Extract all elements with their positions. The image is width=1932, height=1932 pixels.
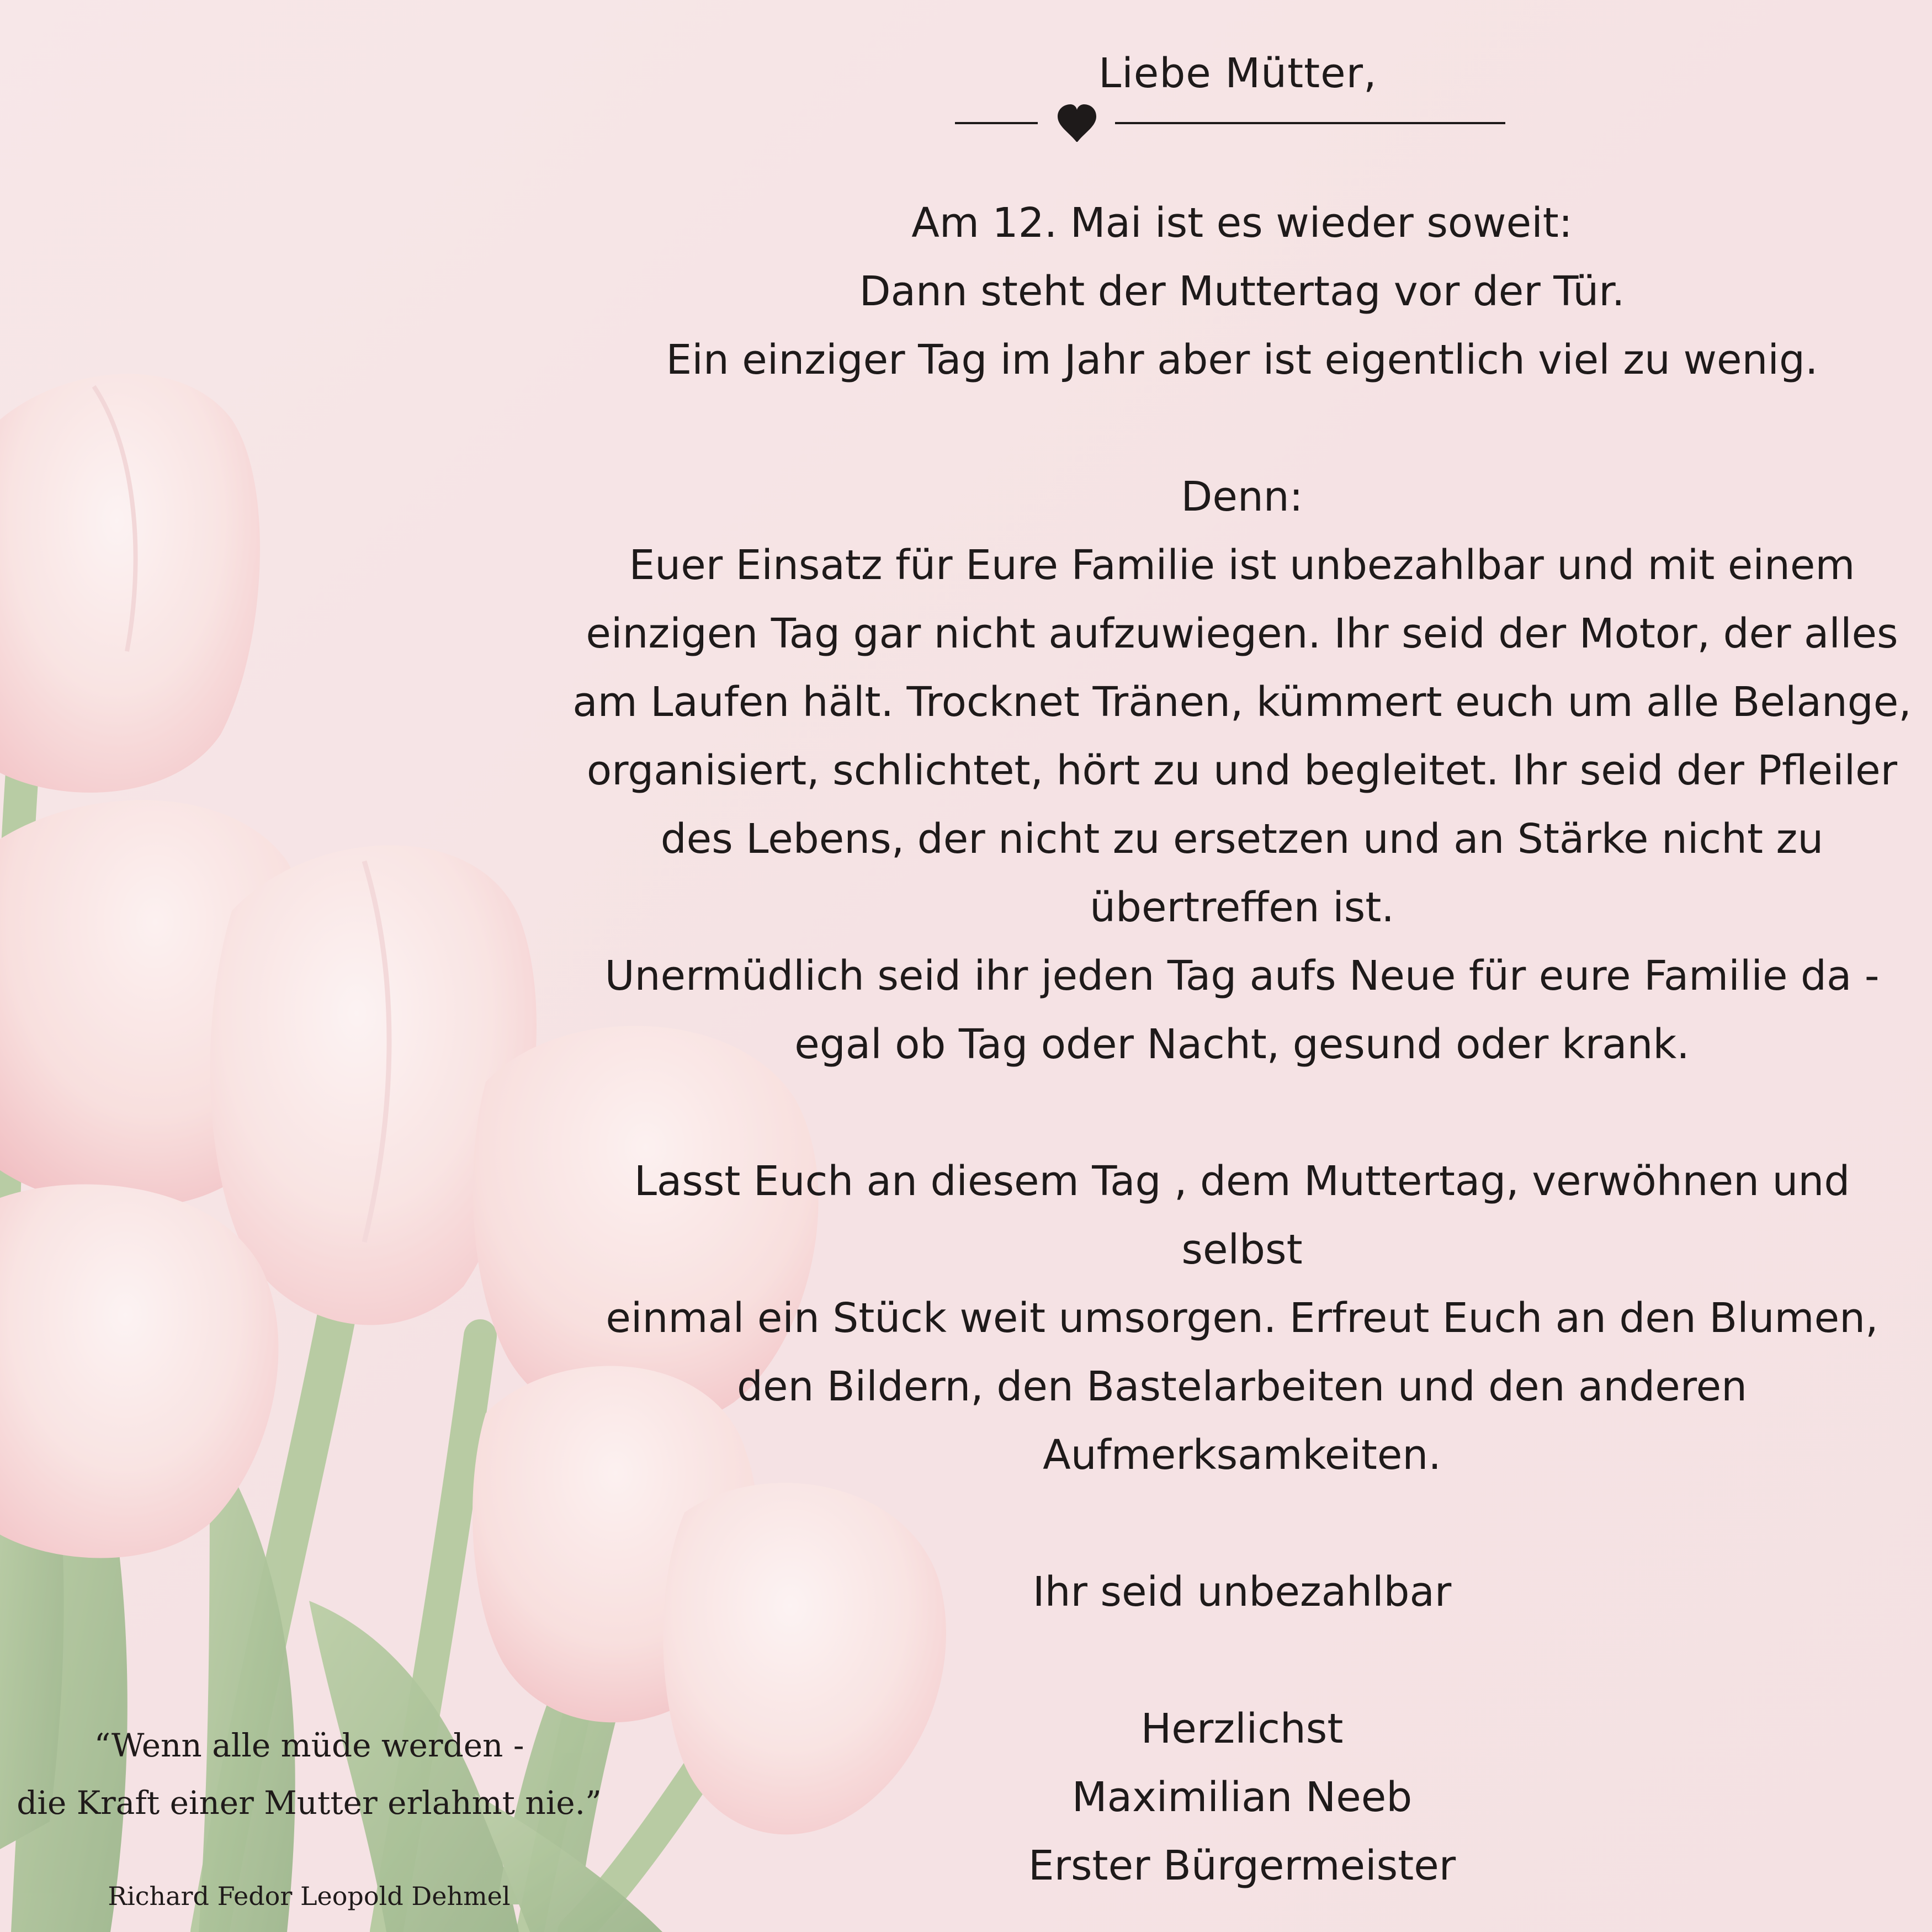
denn-label: Denn: [1181,473,1303,521]
body-line: des Lebens, der nicht zu ersetzen und an Stärke nicht zu [660,815,1824,863]
body-line: einzigen Tag gar nicht aufzuwiegen. Ihr seid der Motor, der alles [586,610,1898,657]
body-line: Unermüdlich seid ihr jeden Tag aufs Neue für eure Familie da - [604,952,1880,1000]
body-line: übertreffen ist. [1090,884,1394,931]
signature-name: Maximilian Neeb [1071,1774,1413,1821]
body-line: Euer Einsatz für Eure Familie ist unbezahlbar und mit einem [629,542,1855,589]
heart-divider [955,102,1507,146]
quote-line: “Wenn alle müde werden - [94,1727,524,1764]
heart-icon [1058,104,1096,142]
appeal-line: Lasst Euch an diesem Tag , dem Muttertag, verwöhnen und selbst [634,1158,1850,1273]
mother-quote [0,1717,618,1832]
greeting-heading: Liebe Mütter, [1098,50,1377,97]
quote-line: die Kraft einer Mutter erlahmt nie.” [17,1784,602,1822]
appeal-line: einmal ein Stück weit umsorgen. Erfreut Euch an den Blumen, [606,1294,1878,1342]
body-line: am Laufen hält. Trocknet Tränen, kümmert euch um alle Belange, [572,678,1912,726]
signature-title: Erster Bürgermeister [1028,1842,1456,1889]
appeal-line: den Bildern, den Bastelarbeiten und den anderen [736,1363,1748,1410]
intro-line: Ein einziger Tag im Jahr aber ist eigentlich viel zu wenig. [666,336,1818,384]
body-line: organisiert, schlichtet, hört zu und begleitet. Ihr seid der Pfleiler [586,747,1898,794]
signature-salutation: Herzlichst [1140,1705,1344,1753]
closing-line: Ihr seid unbezahlbar [1032,1568,1452,1616]
body-line: egal ob Tag oder Nacht, gesund oder krank. [794,1021,1690,1068]
intro-line: Am 12. Mai ist es wieder soweit: [911,199,1573,247]
quote-author: Richard Fedor Leopold Dehmel [108,1881,511,1911]
appeal-line: Aufmerksamkeiten. [1043,1431,1441,1479]
letter-body [569,189,1915,1900]
intro-line: Dann steht der Muttertag vor der Tür. [859,268,1625,315]
